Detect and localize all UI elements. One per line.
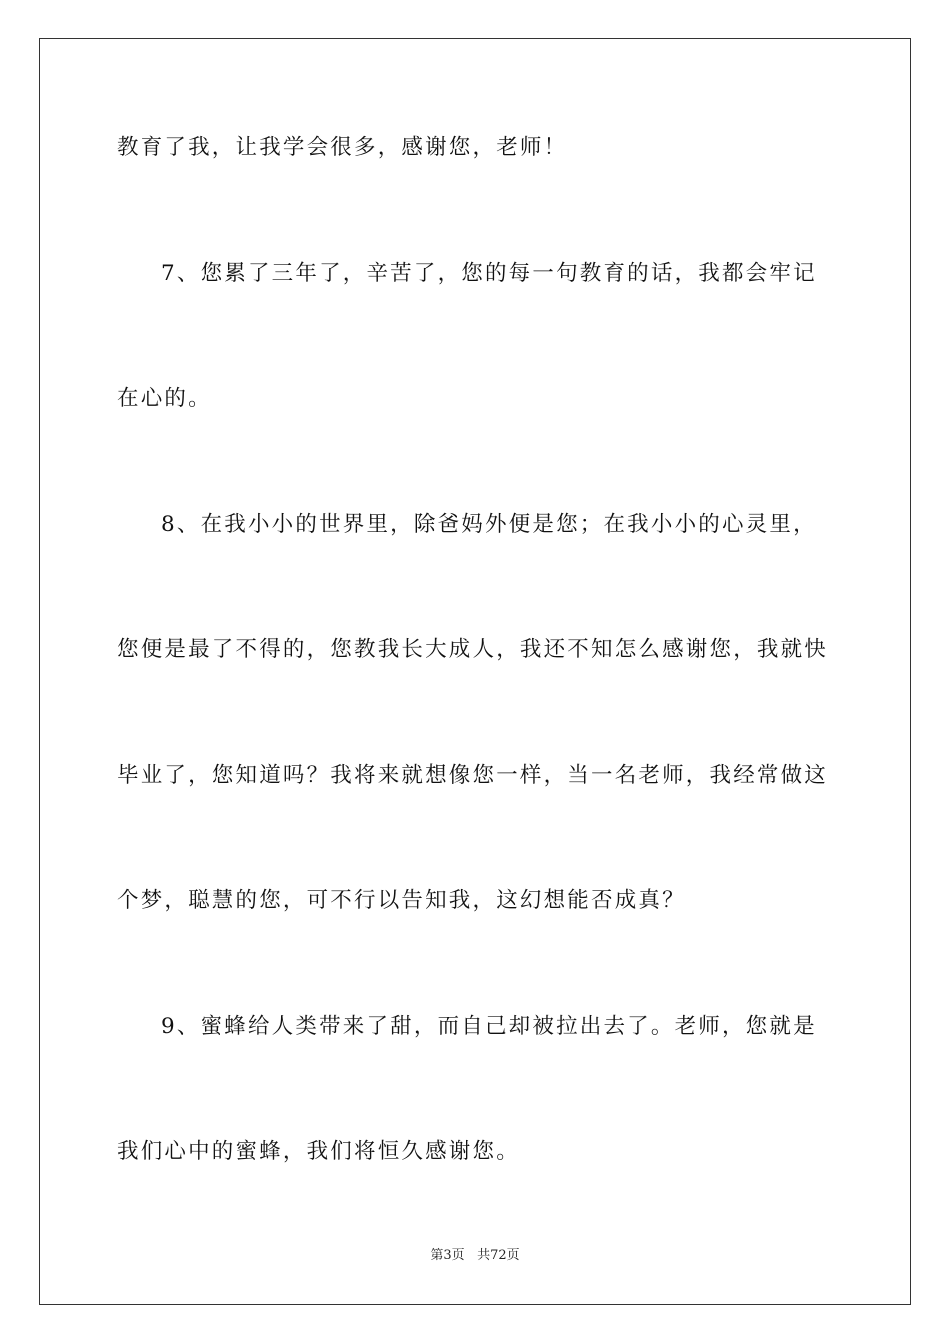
paragraph-line-4: 8、在我小小的世界里，除爸妈外便是您；在我小小的心灵里， — [161, 512, 817, 537]
paragraph-line-9: 我们心中的蜜蜂，我们将恒久感谢您。 — [117, 1139, 520, 1164]
total-pages: 共72页 — [477, 1248, 520, 1263]
paragraph-line-3: 在心的。 — [117, 386, 212, 411]
paragraph-line-8: 9、蜜蜂给人类带来了甜，而自己却被拉出去了。老师，您就是 — [161, 1014, 817, 1039]
paragraph-line-7: 个梦，聪慧的您，可不行以告知我，这幻想能否成真？ — [117, 888, 686, 913]
page-footer — [0, 1247, 950, 1265]
page-border — [39, 38, 911, 1305]
paragraph-line-2: 7、您累了三年了，辛苦了，您的每一句教育的话，我都会牢记 — [161, 261, 817, 286]
page-number: 第3页 — [430, 1248, 465, 1263]
paragraph-line-5: 您便是最了不得的，您教我长大成人，我还不知怎么感谢您，我就快 — [117, 637, 829, 662]
paragraph-line-6: 毕业了，您知道吗？我将来就想像您一样，当一名老师，我经常做这 — [117, 763, 829, 788]
paragraph-line-1: 教育了我，让我学会很多，感谢您，老师！ — [117, 135, 568, 160]
